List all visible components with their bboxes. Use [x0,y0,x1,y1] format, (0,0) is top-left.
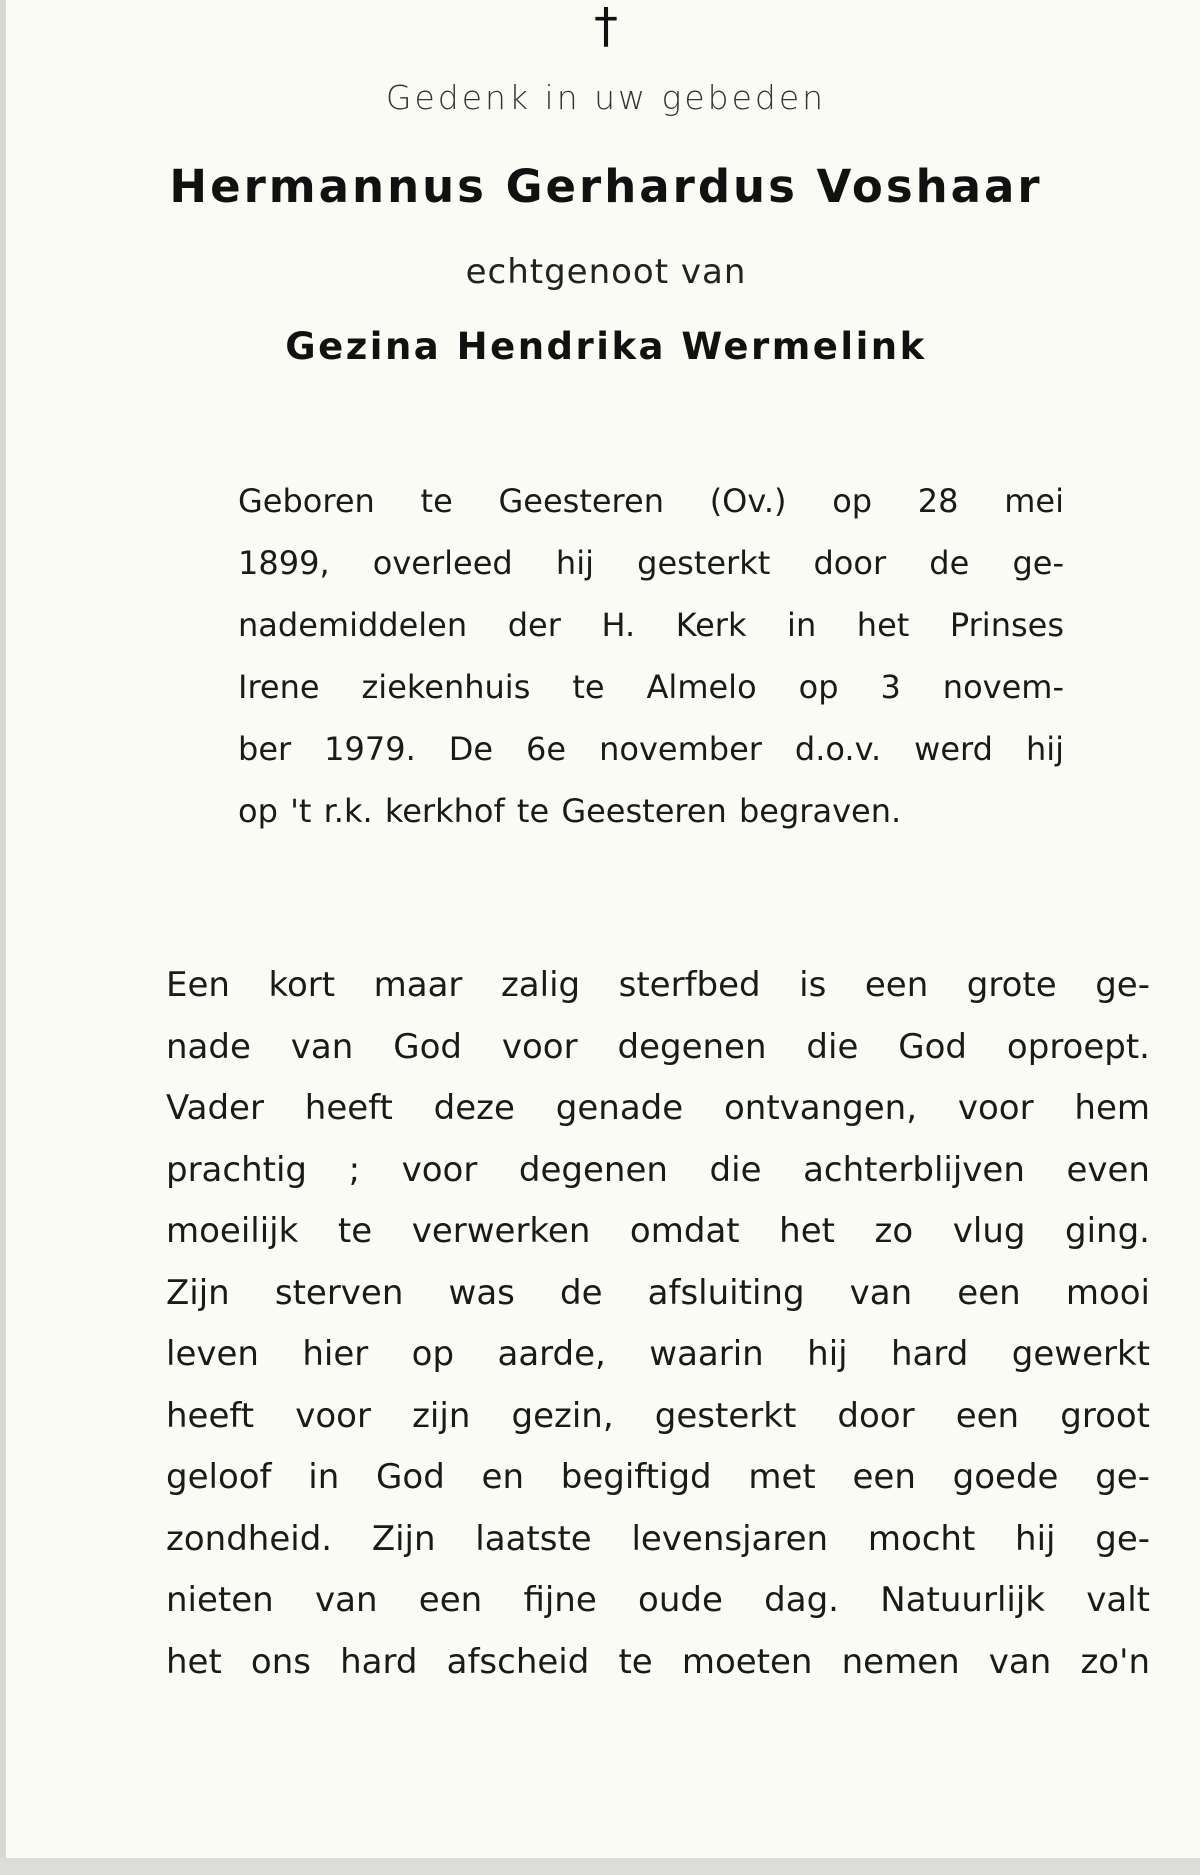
message-line: prachtig ; voor degenen die achterblijven even [166,1149,1150,1190]
message-line: geloof in God en begiftigd met een goede ge- [166,1457,1150,1497]
biography-paragraph [238,470,1064,842]
message-line: leven hier op aarde, waarin hij hard gewerkt [166,1334,1150,1374]
biography-line: op 't r.k. kerkhof te Geesteren begraven. [238,792,902,830]
message-line: zondheid. Zijn laatste levensjaren mocht hij ge- [166,1518,1150,1559]
spouse-name: Gezina Hendrika Wermelink [285,325,927,368]
biography-line: ber 1979. De 6e november d.o.v. werd hij [238,730,1064,768]
biography-line: nademiddelen der H. Kerk in het Prinses [238,606,1064,644]
card-bottom-edge [0,1858,1200,1875]
biography-line: Irene ziekenhuis te Almelo op 3 novem- [238,668,1064,706]
spouse-label: echtgenoot van [465,252,747,292]
message-line: het ons hard afscheid te moeten nemen van zo'n [166,1641,1150,1682]
message-line: moeilijk te verwerken omdat het zo vlug ging. [166,1211,1150,1251]
message-line: heeft voor zijn gezin, gesterkt door een groot [166,1395,1150,1436]
message-line: Vader heeft deze genade ontvangen, voor hem [166,1088,1150,1128]
cross-icon: † [594,0,618,54]
message-line: Zijn sterven was de afsluiting van een mooi [166,1272,1150,1313]
message-line: nade van God voor degenen die God oproept. [166,1026,1150,1067]
message-paragraph [166,955,1150,1693]
deceased-name: Hermannus Gerhardus Voshaar [169,160,1043,213]
message-line: nieten van een fijne oude dag. Natuurlijk valt [166,1580,1150,1620]
biography-line: 1899, overleed hij gesterkt door de ge- [238,544,1064,582]
prayer-heading: Gedenk in uw gebeden [385,78,827,117]
message-line: Een kort maar zalig sterfbed is een grote ge- [166,965,1150,1005]
biography-line: Geboren te Geesteren (Ov.) op 28 mei [238,482,1064,520]
